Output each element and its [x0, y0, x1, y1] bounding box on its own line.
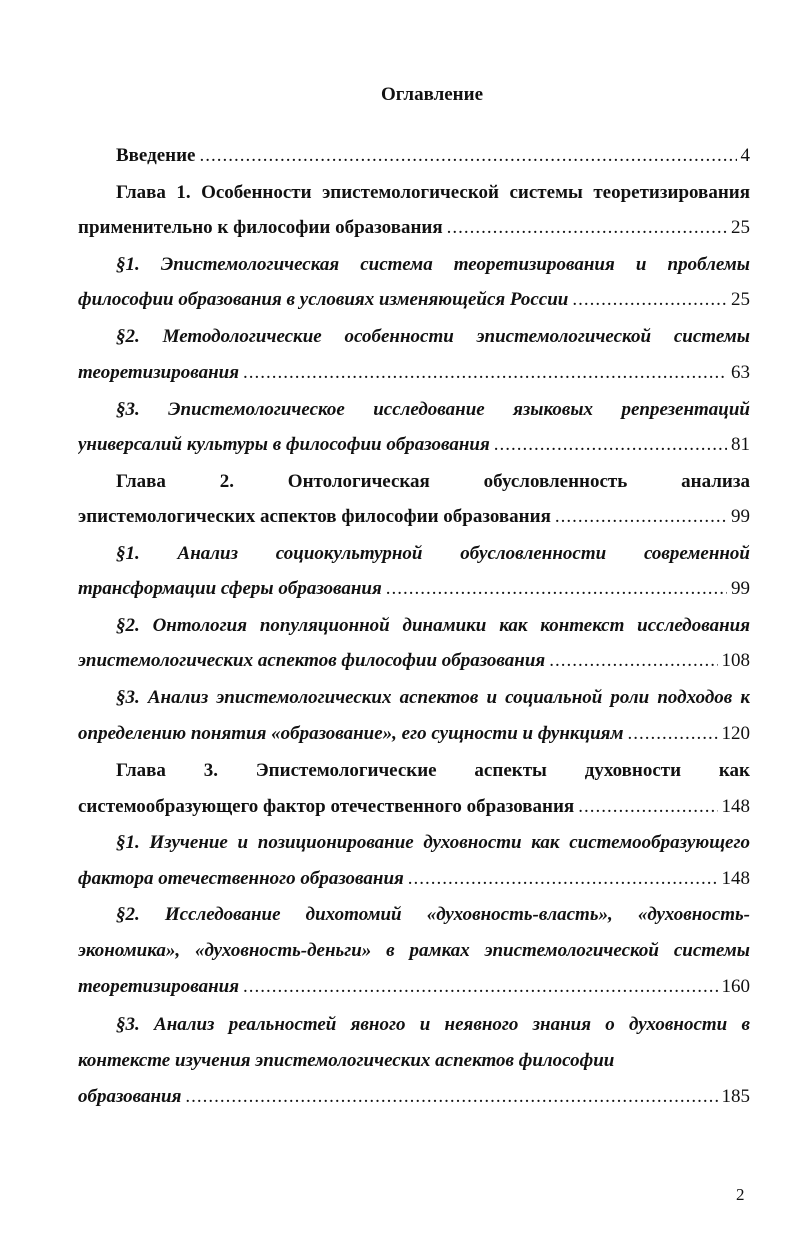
toc-entry-intro[interactable]	[116, 143, 750, 169]
page-title: Оглавление	[380, 84, 484, 105]
toc-ch2-section2-line2[interactable]	[78, 648, 750, 674]
toc-ch3-section2-line2[interactable]: экономика», «духовность-деньги» в рамках эпистемологической системы	[78, 940, 750, 961]
toc-ch3-section3-line1[interactable]: §3. Анализ реальностей явного и неявного знания о духовности в	[116, 1014, 750, 1035]
toc-leader-dots	[386, 576, 727, 602]
toc-chapter-2-line2[interactable]	[78, 504, 750, 530]
toc-ch2-section3-line2[interactable]	[78, 721, 750, 747]
toc-ch1-section2-line1[interactable]: §2. Методологические особенности эпистемологической системы	[116, 326, 750, 347]
toc-ch3-section1-line1[interactable]: §1. Изучение и позиционирование духовности как системообразующего	[116, 832, 750, 853]
toc-leader-dots	[572, 287, 727, 313]
toc-leader-dots	[243, 360, 727, 386]
toc-page-number: 99	[731, 506, 750, 527]
toc-leader-dots	[185, 1084, 717, 1110]
toc-leader-dots	[408, 866, 718, 892]
toc-ch1-section3-line1[interactable]: §3. Эпистемологическое исследование языковых репрезентаций	[116, 399, 750, 420]
toc-page-number: 185	[721, 1086, 750, 1107]
toc-entry-label: трансформации сферы образования	[78, 578, 382, 599]
toc-chapter-3-line2[interactable]	[78, 794, 750, 820]
toc-entry-label: фактора отечественного образования	[78, 868, 404, 889]
toc-ch2-section1-line2[interactable]	[78, 576, 750, 602]
toc-ch2-section3-line1[interactable]: §3. Анализ эпистемологических аспектов и социальной роли подходов к	[116, 687, 750, 708]
toc-ch1-section2-line2[interactable]	[78, 360, 750, 386]
toc-page-number: 4	[740, 145, 750, 166]
toc-leader-dots	[243, 974, 718, 1000]
toc-entry-label: универсалий культуры в философии образования	[78, 434, 490, 455]
toc-ch1-section3-line2[interactable]	[78, 432, 750, 458]
toc-leader-dots	[200, 143, 737, 169]
toc-page-number: 108	[721, 650, 750, 671]
toc-entry-label: определению понятия «образование», его сущности и функциям	[78, 723, 624, 744]
toc-ch1-section1-line2[interactable]	[78, 287, 750, 313]
toc-entry-label: применительно к философии образования	[78, 217, 443, 238]
toc-ch2-section1-line1[interactable]: §1. Анализ социокультурной обусловленности современной	[116, 543, 750, 564]
toc-page-number: 25	[731, 217, 750, 238]
toc-ch3-section2-line1[interactable]: §2. Исследование дихотомий «духовность-власть», «духовность-	[116, 904, 750, 925]
toc-ch3-section1-line2[interactable]	[78, 866, 750, 892]
page-number: 2	[736, 1185, 745, 1204]
toc-ch1-section1-line1[interactable]: §1. Эпистемологическая система теоретизирования и проблемы	[116, 254, 750, 275]
toc-page-number: 63	[731, 362, 750, 383]
toc-leader-dots	[447, 215, 727, 241]
toc-chapter-3-line1[interactable]: Глава 3. Эпистемологические аспекты духовности как	[116, 760, 750, 781]
toc-entry-label: Введение	[116, 145, 196, 166]
toc-leader-dots	[555, 504, 727, 530]
toc-entry-label: теоретизирования	[78, 976, 239, 997]
toc-entry-label: философии образования в условиях изменяющейся России	[78, 289, 569, 310]
toc-leader-dots	[578, 794, 717, 820]
toc-leader-dots	[494, 432, 727, 458]
toc-page-number: 148	[721, 796, 750, 817]
toc-ch3-section3-line3[interactable]	[78, 1084, 750, 1110]
toc-page-number: 120	[721, 723, 750, 744]
toc-ch3-section3-line2[interactable]: контексте изучения эпистемологических аспектов философии	[78, 1050, 615, 1071]
toc-entry-label: эпистемологических аспектов философии образования	[78, 506, 551, 527]
toc-entry-label: образования	[78, 1086, 182, 1107]
toc-page-number: 148	[721, 868, 750, 889]
toc-page-number: 160	[721, 976, 750, 997]
toc-page-number: 99	[731, 578, 750, 599]
toc-chapter-1-line2[interactable]	[78, 215, 750, 241]
toc-entry-label: эпистемологических аспектов философии образования	[78, 650, 546, 671]
toc-ch3-section2-line3[interactable]	[78, 974, 750, 1000]
toc-entry-label: системообразующего фактор отечественного образования	[78, 796, 575, 817]
toc-ch2-section2-line1[interactable]: §2. Онтология популяционной динамики как контекст исследования	[116, 615, 750, 636]
toc-page-number: 25	[731, 289, 750, 310]
toc-chapter-1-line1[interactable]: Глава 1. Особенности эпистемологической системы теоретизирования	[116, 182, 750, 203]
toc-page-number: 81	[731, 434, 750, 455]
toc-entry-label: теоретизирования	[78, 362, 239, 383]
toc-leader-dots	[549, 648, 717, 674]
toc-chapter-2-line1[interactable]: Глава 2. Онтологическая обусловленность анализа	[116, 471, 750, 492]
toc-leader-dots	[627, 721, 717, 747]
